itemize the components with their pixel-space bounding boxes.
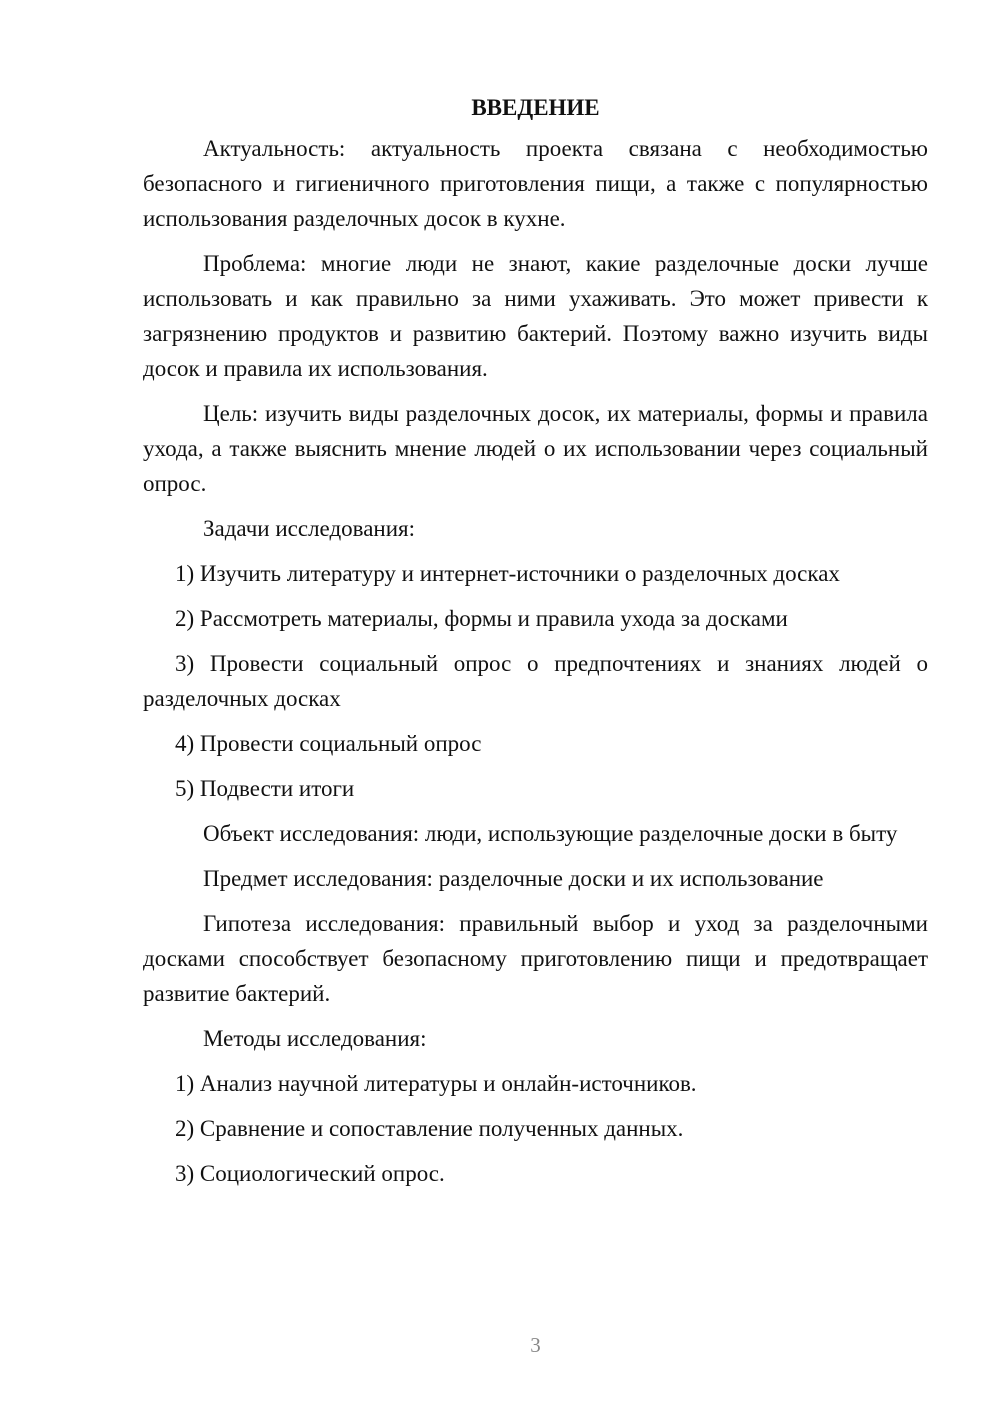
- paragraph-problem: Проблема: многие люди не знают, какие разделочные доски лучше использовать и как правильно за ними ухаживать. Это может привести к загрязнению продуктов и развитию бактерий. Поэтому важно изучить виды досок и правила их использования.: [143, 251, 928, 381]
- page-content: [143, 90, 928, 1201]
- task-item-3: 3) Провести социальный опрос о предпочтениях и знаниях людей о разделочных досках: [143, 651, 928, 711]
- method-item-1: 1) Анализ научной литературы и онлайн-источников.: [175, 1071, 697, 1096]
- tasks-heading: Задачи исследования:: [203, 516, 416, 541]
- method-item-2: 2) Сравнение и сопоставление полученных данных.: [175, 1116, 684, 1141]
- paragraph-relevance: Актуальность: актуальность проекта связана с необходимостью безопасного и гигиеничного приготовления пищи, а также с популярностью использования разделочных досок в кухне.: [143, 136, 928, 231]
- task-item-4: 4) Провести социальный опрос: [175, 731, 482, 756]
- methods-heading: Методы исследования:: [203, 1026, 427, 1051]
- section-title: ВВЕДЕНИЕ: [471, 95, 600, 120]
- paragraph-goal: Цель: изучить виды разделочных досок, их материалы, формы и правила ухода, а также выяснить мнение людей о их использовании через социальный опрос.: [143, 401, 928, 496]
- task-item-5: 5) Подвести итоги: [175, 776, 355, 801]
- paragraph-hypothesis: Гипотеза исследования: правильный выбор и уход за разделочными досками способствует безопасному приготовлению пищи и предотвращает развитие бактерий.: [143, 911, 928, 1006]
- paragraph-object: Объект исследования: люди, использующие разделочные доски в быту: [203, 821, 898, 846]
- page-number: 3: [530, 1333, 541, 1357]
- paragraph-subject: Предмет исследования: разделочные доски и их использование: [203, 866, 824, 891]
- task-item-2: 2) Рассмотреть материалы, формы и правила ухода за досками: [175, 606, 788, 631]
- method-item-3: 3) Социологический опрос.: [175, 1161, 445, 1186]
- task-item-1: 1) Изучить литературу и интернет-источники о разделочных досках: [175, 561, 840, 586]
